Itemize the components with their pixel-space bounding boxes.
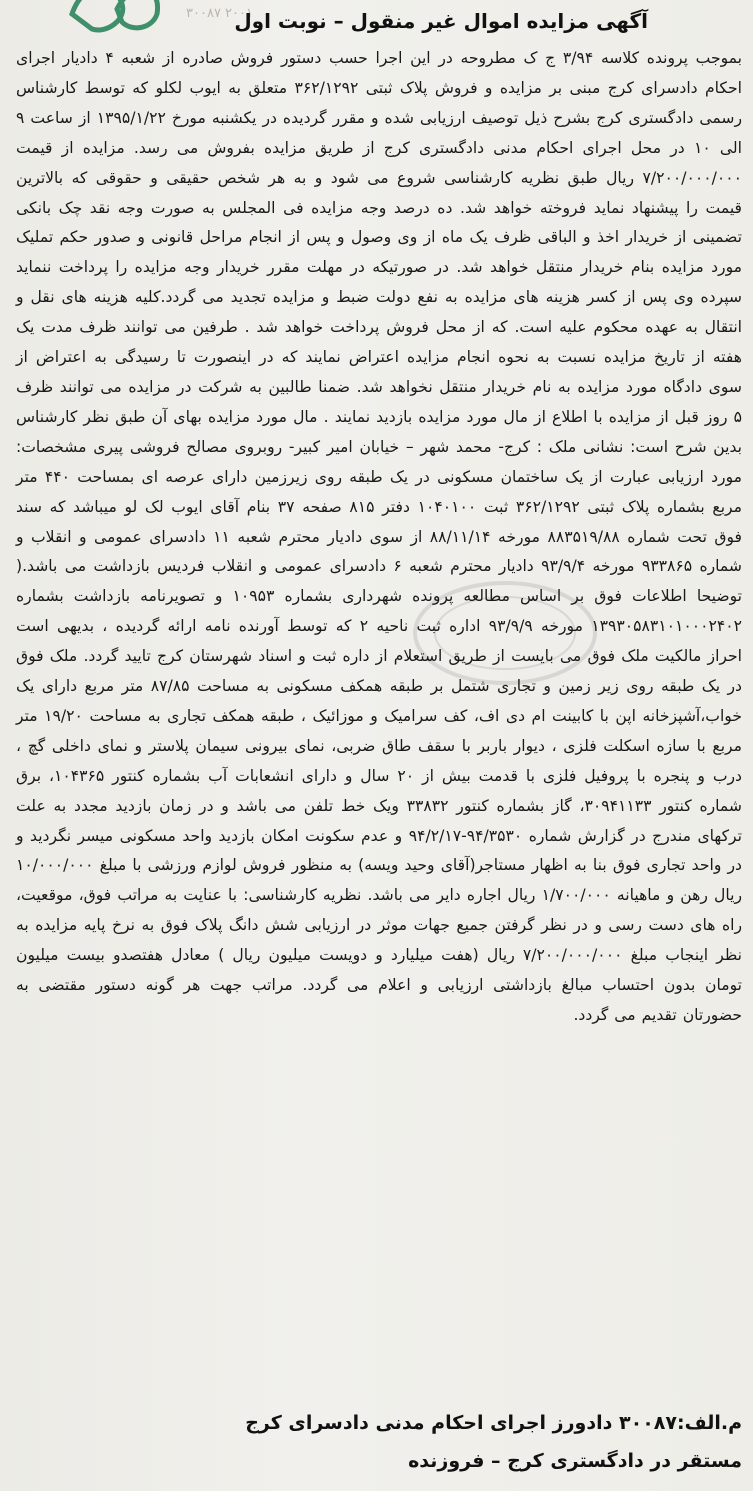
notice-signature-line-1: م.الف:۳۰۰۸۷ دادورز اجرای احکام مدنی دادسرای کرج (245, 1412, 742, 1434)
notice-title: آگهی مزایده اموال غیر منقول – نوبت اول (234, 9, 648, 33)
notice-body: بموجب پرونده کلاسه ۳/۹۴ ج ک مطروحه در این اجرا حسب دستور فروش صادره از شعبه ۴ دادیار اجرای احکام دادسرای کرج مبنی بر مزایده و فروش پلاک ثبتی ۳۶۲/۱۲۹۲ متعلق به ایوب لکلو که توسط کارشناس رسمی دادگستری کرج بشرح ذیل توصیف ارزیابی شده و مقرر گردیده در یکشنبه مورخ ۱۳۹۵/۱/۲۲ از ساعت ۹ الی ۱۰ در محل اجرای احکام مدنی دادگستری کرج از طریق مزایده بفروش می رسد. مزایده از قیمت ۷/۲۰۰/۰۰۰/۰۰۰ ریال طبق نظریه کارشناسی شروع می شود و به هر شخص حقیقی و حقوقی که بالاترین قیمت را پیشنهاد نماید فروخته خواهد شد. ده درصد وجه مزایده فی المجلس به صورت وجه نقد چک بانکی تضمینی از خریدار اخذ و الباقی ظرف یک ماه از وی وصول و پس از انجام مراحل قانونی و صدور حکم تملیک مورد مزایده بنام خریدار منتقل خواهد شد. در صورتیکه در مهلت مقرر خریدار وجه مزایده را پرداخت ننماید سپرده وی پس از کسر هزینه های مزایده به نفع دولت ضبط و مزایده تجدید می گردد.کلیه هزینه های نقل و انتقال به عهده محکوم علیه است. که از محل فروش پرداخت خواهد شد . طرفین می توانند ظرف مدت یک هفته از تاریخ مزایده نسبت به نحوه انجام مزایده اعتراض نمایند که در اینصورت تا رسیدگی به اعتراض از سوی دادگاه مورد مزایده به نام خریدار منتقل نخواهد شد. ضمنا طالبین به شرکت در مزایده می توانند ظرف ۵ روز قبل از مزایده با اطلاع از مال مورد مزایده بازدید نمایند . مال مورد مزایده بهای آن طبق نظر کارشناس بدین شرح است: نشانی ملک : کرج- محمد شهر – خیابان امیر کبیر- روبروی مصالح فروشی پیری مشخصات: مورد ارزیابی عبارت از یک ساختمان مسکونی در یک طبقه روی زیرزمین دارای عرصه ای بمساحت ۴۴۰ متر مربع بشماره پلاک ثبتی ۳۶۲/۱۲۹۲ ثبت ۱۰۴۰۱۰۰ دفتر ۸۱۵ صفحه ۳۷ بنام آقای ایوب لک لو میباشد که سند فوق تحت شماره ۸۸۳۵۱۹/۸۸ مورخه ۸۸/۱۱/۱۴ از سوی دادیار محترم شعبه ۱۱ دادسرای عمومی و انقلاب و شماره ۹۳۳۸۶۵ مورخه ۹۳/۹/۴ دادیار محترم شعبه ۶ دادسرای عمومی و انقلاب فردیس بازداشت می باشد.( توضیحا اطلاعات فوق بر اساس مطالعه پرونده شهرداری بشماره ۱۰۹۵۳ و تصویرنامه بازداشت بشماره ۱۳۹۳۰۵۸۳۱۰۱۰۰۰۲۴۰۲ مورخه ۹۳/۹/۹ اداره ثبت ناحیه ۲ که توسط آورنده نامه ارائه گردیده ، بدیهی است احراز مالکیت ملک فوق می بایست از طریق استعلام از داره ثبت و اسناد شهرستان کرج تایید گردد. ملک فوق در یک طبقه روی زیر زمین و تجاری شتمل بر طبقه همکف مسکونی به مساحت ۸۷/۸۵ متر مربع دارای یک خواب،آشپزخانه اپن با کابینت ام دی اف، کف سرامیک و موزائیک ، طبقه همکف تجاری به مساحت ۱۹/۲۰ متر مربع با سازه اسکلت فلزی ، دیوار باربر با سقف طاق ضربی، نمای بیرونی سیمان پلاستر و نمای داخلی گچ ، درب و پنجره با پروفیل فلزی با قدمت بیش از ۲۰ سال و دارای انشعابات آب بشماره کنتور ۱۰۴۳۶۵، برق شماره کنتور ۳۰۹۴۱۱۳۳، گاز بشماره کنتور ۳۳۸۳۲ ویک خط تلفن می باشد و در زمان بازدید مجدد به علت ترکهای مندرج در گزارش شماره ۹۴/۳۵۳۰-۹۴/۲/۱۷ و عدم سکونت امکان بازدید واحد مسکونی میسر نگردید و در واحد تجاری فوق بنا به اظهار مستاجر(آقای وحید ویسه) به منظور فروش لوازم ورزشی با مبلغ ۱۰/۰۰۰/۰۰۰ ریال رهن و ماهیانه ۱/۷۰۰/۰۰۰ ریال اجاره دایر می باشد. نظریه کارشناسی: با عنایت به مراتب فوق، موقعیت، راه های دست رسی و در نظر گرفتن جمیع جهات موثر در ارزیابی شش دانگ پلاک فوق به نرخ پایه مزایده به نظر اینجاب مبلغ ۷/۲۰۰/۰۰۰/۰۰۰ ریال (هفت میلیارد و دویست میلیون ریال ) معادل هفتصدو بیست میلیون تومان بدون احتساب مبالغ بازداشتی ارزیابی و اعلام می گردد. مراتب جهت هر گونه دستور مقتضی به حضورتان تقدیم می گردد. (16, 49, 743, 1024)
notice-signature-line-2: مستقر در دادگستری کرج – فروزنده (408, 1450, 742, 1472)
header-reference-number: ۳۰۰۸۷ ۲۰۰۱ (186, 6, 253, 21)
